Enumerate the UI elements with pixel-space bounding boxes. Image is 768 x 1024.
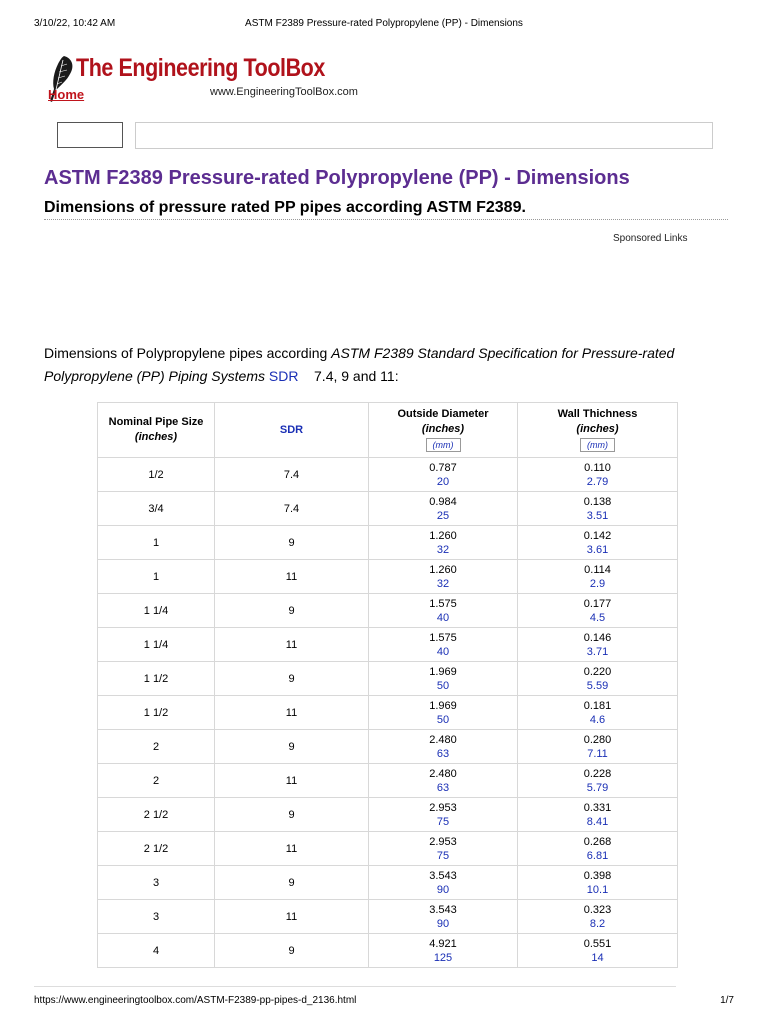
intro-text: Dimensions of Polypropylene pipes according [44, 345, 332, 361]
sdr-link[interactable]: SDR [268, 368, 299, 384]
cell-outside-diameter: 4.921 125 [369, 934, 518, 968]
intro-standard-name: ASTM F2389 Standard Specification for Pressure-rated Polypropylene (PP) Piping Systems [44, 345, 675, 384]
cell-outside-diameter: 1.260 32 [369, 560, 518, 594]
cell-wall-thickness: 0.138 3.51 [518, 492, 678, 526]
search-input[interactable] [57, 122, 123, 148]
cell-sdr: 11 [215, 696, 369, 730]
cell-sdr: 11 [215, 560, 369, 594]
intro-paragraph [44, 342, 734, 388]
cell-wall-thickness: 0.110 2.79 [518, 458, 678, 492]
cell-sdr: 9 [215, 594, 369, 628]
cell-size: 1 1/4 [98, 628, 215, 662]
table-row [98, 934, 678, 968]
header-wall-thickness: Wall Thichness (inches) (mm) [518, 403, 678, 458]
cell-wall-thickness: 0.228 5.79 [518, 764, 678, 798]
cell-wall-thickness: 0.268 6.81 [518, 832, 678, 866]
cell-sdr: 7.4 [215, 492, 369, 526]
cell-sdr: 11 [215, 628, 369, 662]
cell-size: 1 1/4 [98, 594, 215, 628]
dimensions-table-wrapper [97, 402, 677, 964]
cell-sdr: 9 [215, 798, 369, 832]
cell-size: 4 [98, 934, 215, 968]
cell-size: 1 [98, 526, 215, 560]
ad-banner[interactable] [135, 122, 713, 149]
cell-sdr: 11 [215, 832, 369, 866]
cell-sdr: 9 [215, 934, 369, 968]
cell-outside-diameter: 1.260 32 [369, 526, 518, 560]
cell-sdr: 9 [215, 866, 369, 900]
od-unit-toggle[interactable]: (mm) [426, 438, 461, 452]
cell-outside-diameter: 1.575 40 [369, 628, 518, 662]
cell-sdr: 11 [215, 764, 369, 798]
cell-outside-diameter: 2.953 75 [369, 798, 518, 832]
cell-outside-diameter: 1.969 50 [369, 696, 518, 730]
table-row [98, 866, 678, 900]
cell-wall-thickness: 0.177 4.5 [518, 594, 678, 628]
brand-name: The Engineering ToolBox [76, 54, 325, 82]
sponsored-links-label: Sponsored Links [613, 233, 688, 244]
cell-size: 3 [98, 866, 215, 900]
cell-wall-thickness: 0.146 3.71 [518, 628, 678, 662]
cell-sdr: 7.4 [215, 458, 369, 492]
table-row [98, 696, 678, 730]
cell-sdr: 9 [215, 730, 369, 764]
cell-wall-thickness: 0.551 14 [518, 934, 678, 968]
cell-outside-diameter: 2.953 75 [369, 832, 518, 866]
table-row [98, 560, 678, 594]
dimensions-table [97, 402, 678, 968]
table-row [98, 594, 678, 628]
cell-wall-thickness: 0.331 8.41 [518, 798, 678, 832]
page-title: ASTM F2389 Pressure-rated Polypropylene (PP) - Dimensions [44, 167, 630, 189]
cell-size: 3 [98, 900, 215, 934]
cell-outside-diameter: 2.480 63 [369, 764, 518, 798]
table-header-row [98, 403, 678, 458]
site-url: www.EngineeringToolBox.com [210, 86, 358, 98]
cell-wall-thickness: 0.142 3.61 [518, 526, 678, 560]
cell-wall-thickness: 0.220 5.59 [518, 662, 678, 696]
cell-size: 2 [98, 730, 215, 764]
cell-outside-diameter: 2.480 63 [369, 730, 518, 764]
cell-outside-diameter: 3.543 90 [369, 900, 518, 934]
header-sdr[interactable]: SDR [215, 403, 369, 458]
cell-outside-diameter: 0.787 20 [369, 458, 518, 492]
cell-size: 2 [98, 764, 215, 798]
cell-wall-thickness: 0.114 2.9 [518, 560, 678, 594]
table-row [98, 764, 678, 798]
cell-size: 1 1/2 [98, 696, 215, 730]
print-datetime: 3/10/22, 10:42 AM [34, 18, 116, 29]
cell-size: 1/2 [98, 458, 215, 492]
header-nominal-size: Nominal Pipe Size (inches) [98, 403, 215, 458]
cell-sdr: 9 [215, 662, 369, 696]
footer-page-number: 1/7 [720, 995, 734, 1006]
cell-wall-thickness: 0.398 10.1 [518, 866, 678, 900]
table-row [98, 526, 678, 560]
cell-size: 2 1/2 [98, 832, 215, 866]
cell-size: 2 1/2 [98, 798, 215, 832]
wall-unit-toggle[interactable]: (mm) [580, 438, 615, 452]
table-row [98, 492, 678, 526]
table-row [98, 730, 678, 764]
cell-size: 1 1/2 [98, 662, 215, 696]
cell-sdr: 9 [215, 526, 369, 560]
cell-size: 3/4 [98, 492, 215, 526]
table-row [98, 798, 678, 832]
table-row [98, 662, 678, 696]
cell-wall-thickness: 0.280 7.11 [518, 730, 678, 764]
table-row [98, 832, 678, 866]
cell-outside-diameter: 3.543 90 [369, 866, 518, 900]
cell-outside-diameter: 1.575 40 [369, 594, 518, 628]
cell-outside-diameter: 1.969 50 [369, 662, 518, 696]
print-page-title: ASTM F2389 Pressure-rated Polypropylene (PP) - Dimensions [245, 18, 523, 29]
home-link[interactable]: Home [48, 87, 85, 102]
divider [44, 219, 728, 220]
cell-size: 1 [98, 560, 215, 594]
header-outside-diameter: Outside Diameter (inches) (mm) [369, 403, 518, 458]
footer-url: https://www.engineeringtoolbox.com/ASTM-F2389-pp-pipes-d_2136.html [34, 995, 357, 1006]
cell-outside-diameter: 0.984 25 [369, 492, 518, 526]
footer-divider [34, 986, 676, 987]
table-row [98, 900, 678, 934]
table-row [98, 458, 678, 492]
cell-wall-thickness: 0.181 4.6 [518, 696, 678, 730]
table-row [98, 628, 678, 662]
cell-sdr: 11 [215, 900, 369, 934]
page-subtitle: Dimensions of pressure rated PP pipes according ASTM F2389. [44, 199, 526, 216]
cell-wall-thickness: 0.323 8.2 [518, 900, 678, 934]
intro-end: 7.4, 9 and 11: [314, 368, 399, 384]
site-logo[interactable] [42, 50, 382, 106]
